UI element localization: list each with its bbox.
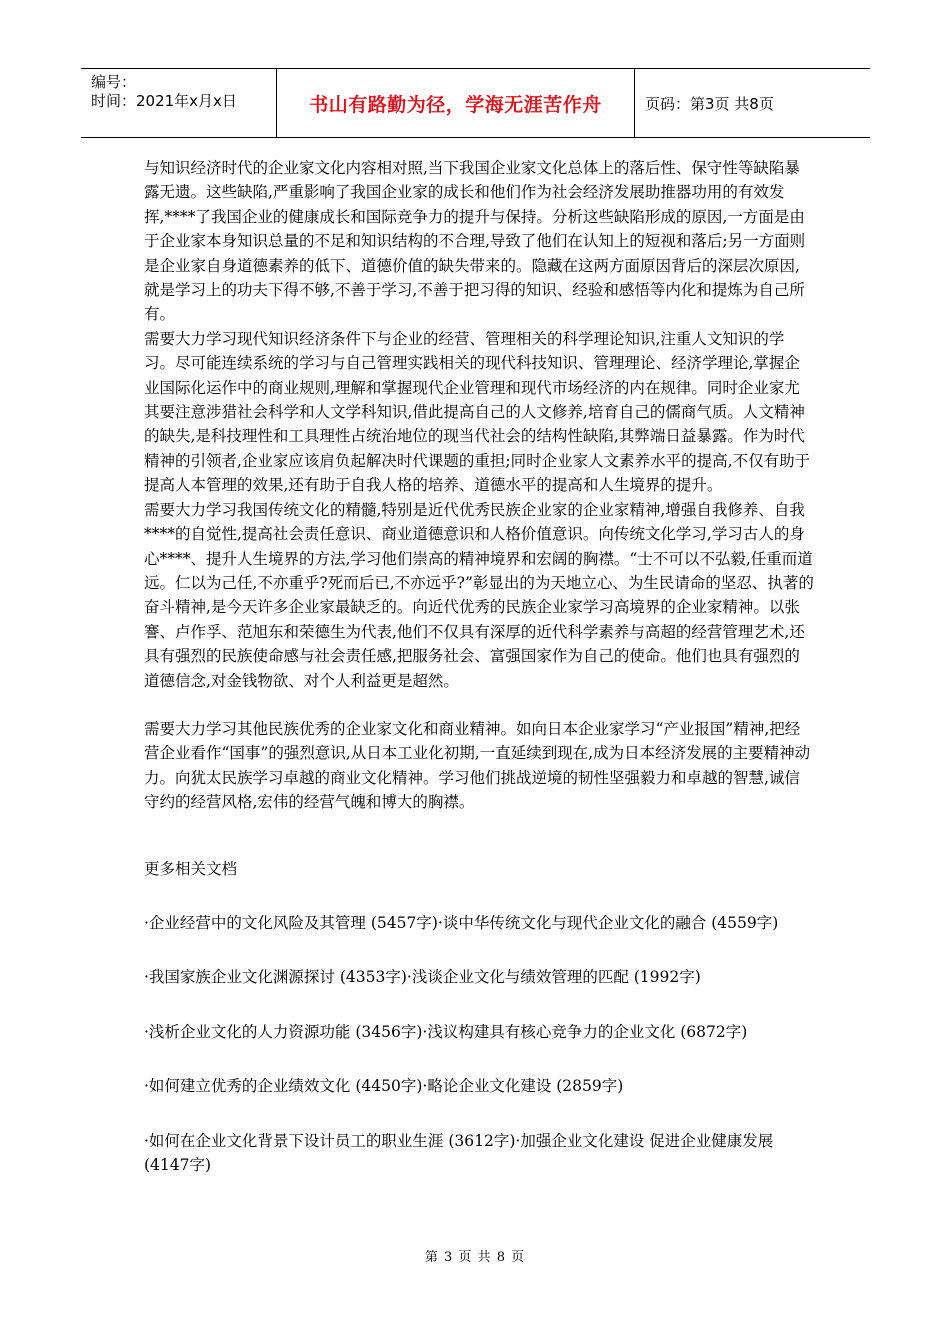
motto: 书山有路勤为径，学海无涯苦作舟 [276, 69, 635, 137]
related-doc-link[interactable]: ·如何建立优秀的企业绩效文化 (4450字)·略论企业文化建设 (2859字) [144, 1077, 624, 1096]
page-header [81, 68, 870, 138]
related-docs-title: 更多相关文档 [144, 859, 238, 878]
page-info: 页码：第3页 共8页 [645, 94, 774, 113]
paragraph: 与知识经济时代的企业家文化内容相对照,当下我国企业家文化总体上的落后性、保守性等缺陷暴露无遗。这些缺陷,严重影响了我国企业家的成长和他们作为社会经济发展助推器功用的有效发挥,****了我国企业的健康成长和国际竞争力的提升与保持。分析这些缺陷形成的原因,一方面是由于企业家本身知识总量的不足和知识结构的不合理,导致了他们在认知上的短视和落后;另一方面则是企业家自身道德素养的低下、道德价值的缺失带来的。隐藏在这两方面原因背后的深层次原因,就是学习上的功夫下得不够,不善于学习,不善于把习得的知识、经验和感悟等内化和提炼为自己所有。 [144, 159, 806, 324]
code-label: 编号： [91, 73, 137, 91]
paragraph: 需要大力学习其他民族优秀的企业家文化和商业精神。如向日本企业家学习“产业报国”精神,把经营企业看作“国事”的强烈意识,从日本工业化初期,一直延续到现在,成为日本经济发展的主要精神动力。向犹太民族学习卓越的商业文化精神。学习他们挑战逆境的韧性坚强毅力和卓越的智慧,诚信守约的经营风格,宏伟的经营气魄和博大的胸襟。 [144, 719, 811, 812]
header-meta [81, 69, 276, 137]
document-body [144, 156, 814, 1177]
related-doc-link[interactable]: ·浅析企业文化的人力资源功能 (3456字)·浅议构建具有核心竞争力的企业文化 (6872字) [144, 1022, 748, 1041]
paragraph: 需要大力学习我国传统文化的精髓,特别是近代优秀民族企业家的企业家精神,增强自我修养、自我****的自觉性,提高社会责任意识、商业道德意识和人格价值意识。向传统文化学习,学习古人的身心****、提升人生境界的方法,学习他们崇高的精神境界和宏阔的胸襟。“士不可以不弘毅,任重而道远。仁以为己任,不亦重乎?死而后已,不亦远乎?”彰显出的为天地立心、为生民请命的坚忍、执著的奋斗精神,是今天许多企业家最缺乏的。向近代优秀的民族企业家学习高境界的企业家精神。以张謇、卢作孚、范旭东和荣德生为代表,他们不仅具有深厚的近代科学素养与高超的经营管理艺术,还具有强烈的民族使命感与社会责任感,把服务社会、富强国家作为自己的使命。他们也具有强烈的道德信念,对金钱物欲、对个人利益更是超然。 [144, 500, 814, 690]
related-doc-link[interactable]: ·企业经营中的文化风险及其管理 (5457字)·谈中华传统文化与现代企业文化的融合 (4559字) [144, 913, 779, 932]
related-doc-link[interactable]: ·如何在企业文化背景下设计员工的职业生涯 (3612字)·加强企业文化建设 促进企业健康发展 (4147字) [144, 1131, 774, 1174]
date-line: 时间：2021年x月x日 [91, 92, 237, 110]
paragraph: 需要大力学习现代知识经济条件下与企业的经营、管理相关的科学理论知识,注重人文知识的学习。尽可能连续系统的学习与自己管理实践相关的现代科技知识、管理理论、经济学理论,掌握企业国际化运作中的商业规则,理解和掌握现代企业管理和现代市场经济的内在规律。同时企业家尤其要注意涉猎社会科学和人文学科知识,借此提高自己的人文修养,培育自己的儒商气质。人文精神的缺失,是科技理性和工具理性占统治地位的现当代社会的结构性缺陷,其弊端日益暴露。作为时代精神的引领者,企业家应该肩负起解决时代课题的重担;同时企业家人文素养水平的提高,不仅有助于提高人本管理的效果,还有助于自我人格的培养、道德水平的提高和人生境界的提升。 [144, 329, 811, 495]
page-footer: 第 3 页 共 8 页 [424, 1250, 526, 1265]
related-doc-link[interactable]: ·我国家族企业文化渊源探讨 (4353字)·浅谈企业文化与绩效管理的匹配 (1992字) [144, 968, 701, 987]
